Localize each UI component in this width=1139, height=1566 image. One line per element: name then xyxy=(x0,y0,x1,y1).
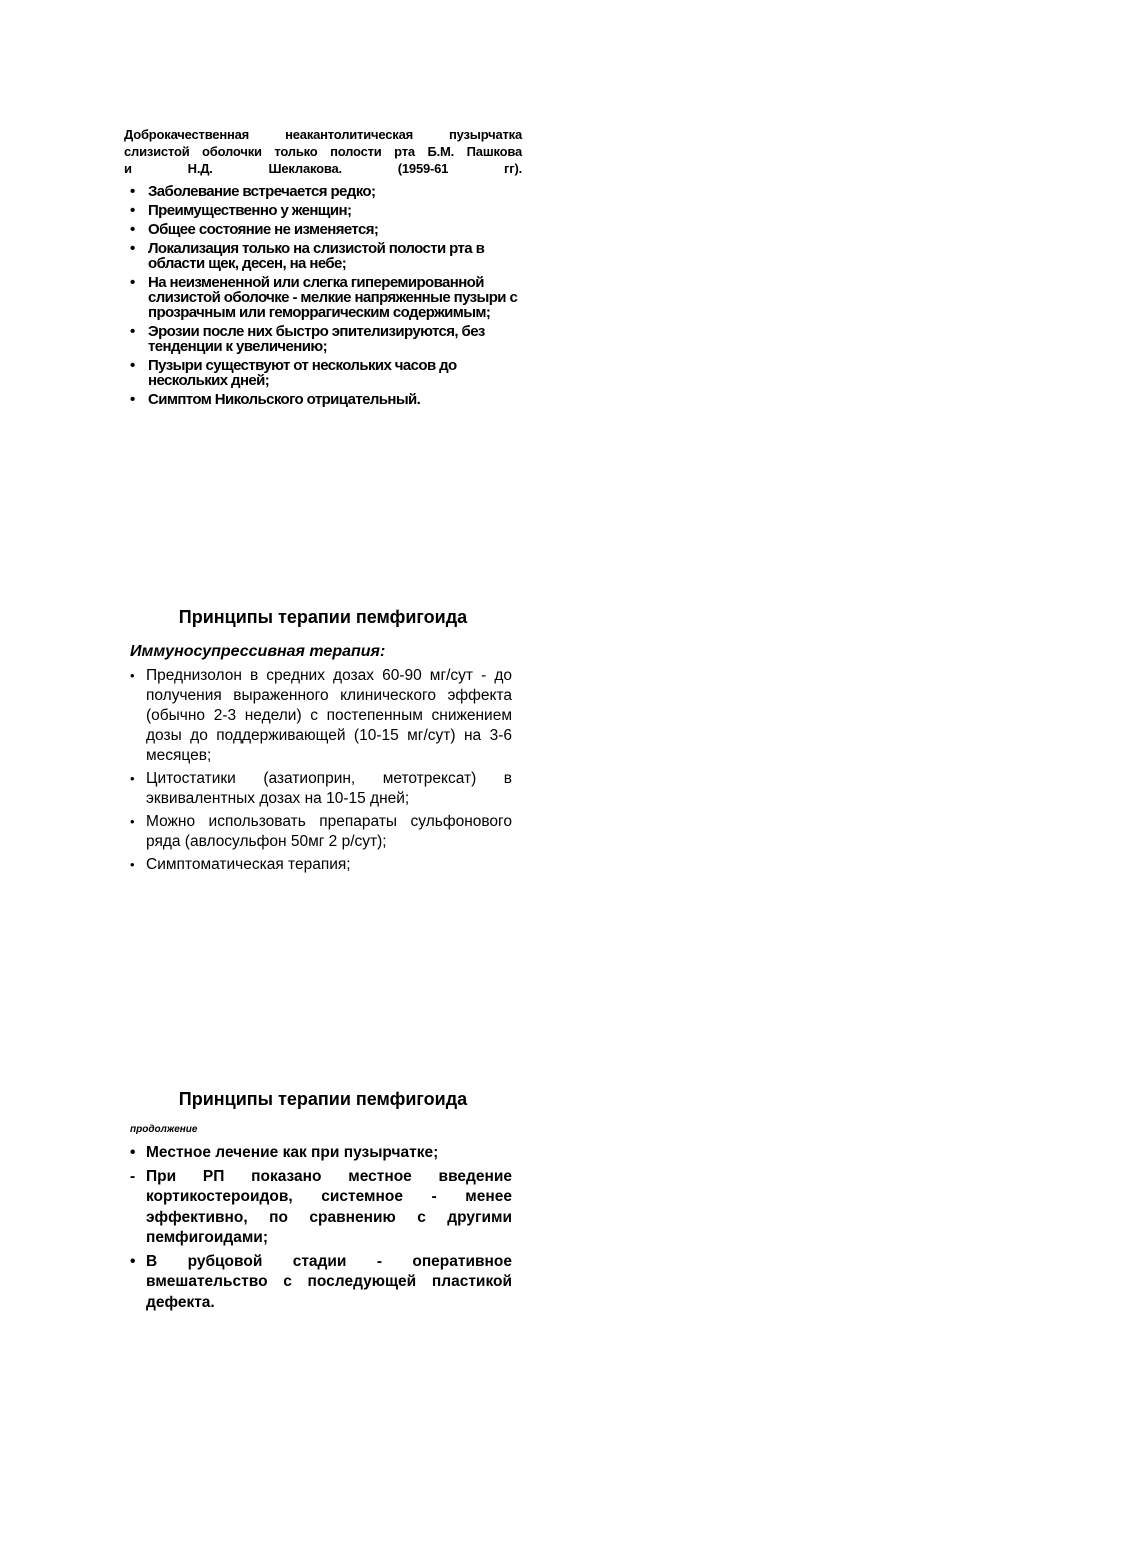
list-item xyxy=(130,1252,512,1314)
list-item-text: Симптоматическая терапия; xyxy=(146,856,351,873)
list-item-text: Преднизолон в средних дозах 60-90 мг/сут - до получения выраженного клинического эффекта (обычно 2-3 недели) с постепенным снижением дозы до поддерживающей (10-15 мг/сут) на 3-6 месяцев; xyxy=(146,667,512,764)
bullet-marker: • xyxy=(130,202,135,219)
list-item xyxy=(130,769,512,809)
list-item xyxy=(124,222,522,237)
list-item-text: Можно использовать препараты сульфонового ряда (авлосульфон 50мг 2 р/сут); xyxy=(146,813,512,850)
list-item-text: Цитостатики (азатиоприн, метотрексат) в эквивалентных дозах на 10-15 дней; xyxy=(146,770,512,807)
list-item xyxy=(130,1143,512,1164)
bullet-marker: • xyxy=(130,771,135,786)
title-line: слизистой оболочки только полости рта Б.М. Пашкова xyxy=(124,144,522,159)
list-item-text: В рубцовой стадии - оперативное вмешательство с последующей пластикой дефекта. xyxy=(146,1252,512,1311)
list-item-text: При РП показано местное введение кортикостероидов, системное - менее эффективно, по сравнению с другими пемфигоидами; xyxy=(146,1167,512,1246)
bullet-marker: • xyxy=(130,1144,136,1161)
bullet-marker: • xyxy=(130,814,135,829)
list-item xyxy=(124,275,522,320)
therapy-section xyxy=(130,642,512,878)
bullet-marker: • xyxy=(130,274,135,291)
bullet-marker: • xyxy=(130,357,135,374)
list-item-text: Общее состояние не изменяется; xyxy=(148,221,379,238)
list-item xyxy=(124,324,522,354)
list-item xyxy=(124,241,522,271)
list-item-text: Пузыри существуют от нескольких часов до нескольких дней; xyxy=(148,357,457,389)
list-item xyxy=(130,1167,512,1249)
therapy-subheading: Иммуносупрессивная терапия: xyxy=(130,643,386,660)
pashkov-section xyxy=(124,126,522,411)
therapy-continued-heading: Принципы терапии пемфигоида xyxy=(178,1089,468,1109)
dash-marker: - xyxy=(130,1167,136,1185)
title-line: Доброкачественная неакантолитическая пузырчатка xyxy=(124,127,522,142)
list-item-text: Заболевание встречается редко; xyxy=(148,183,376,200)
list-item xyxy=(124,392,522,407)
therapy-continued-section xyxy=(130,1123,512,1316)
title-line: и Н.Д. Шеклакова. (1959-61 гг). xyxy=(124,161,522,176)
bullet-marker: • xyxy=(130,183,135,200)
bullet-marker: • xyxy=(130,668,135,683)
list-item-text: На неизмененной или слегка гиперемированной слизистой оболочке - мелкие напряженные пузыри с прозрачным или геморрагическим содержимым; xyxy=(148,274,518,321)
therapy-continued-list xyxy=(130,1143,512,1313)
list-item-text: Преимущественно у женщин; xyxy=(148,202,352,219)
list-item xyxy=(130,812,512,852)
symptom-list xyxy=(124,184,522,407)
therapy-list xyxy=(130,666,512,875)
continued-label: продолжение xyxy=(130,1124,198,1135)
bullet-marker: • xyxy=(130,221,135,238)
bullet-marker: • xyxy=(130,323,135,340)
list-item-text: Эрозии после них быстро эпителизируются, без тенденции к увеличению; xyxy=(148,323,485,355)
section-title xyxy=(124,126,522,177)
list-item-text: Симптом Никольского отрицательный. xyxy=(148,391,421,408)
list-item xyxy=(124,203,522,218)
list-item-text: Местное лечение как при пузырчатке; xyxy=(146,1144,439,1161)
bullet-marker: • xyxy=(130,857,135,872)
therapy-heading: Принципы терапии пемфигоида xyxy=(178,607,468,627)
list-item-text: Локализация только на слизистой полости рта в области щек, десен, на небе; xyxy=(148,240,485,272)
list-item xyxy=(130,666,512,766)
list-item xyxy=(124,358,522,388)
bullet-marker: • xyxy=(130,1252,136,1270)
list-item xyxy=(124,184,522,199)
list-item xyxy=(130,855,512,875)
bullet-marker: • xyxy=(130,391,135,408)
bullet-marker: • xyxy=(130,240,135,257)
